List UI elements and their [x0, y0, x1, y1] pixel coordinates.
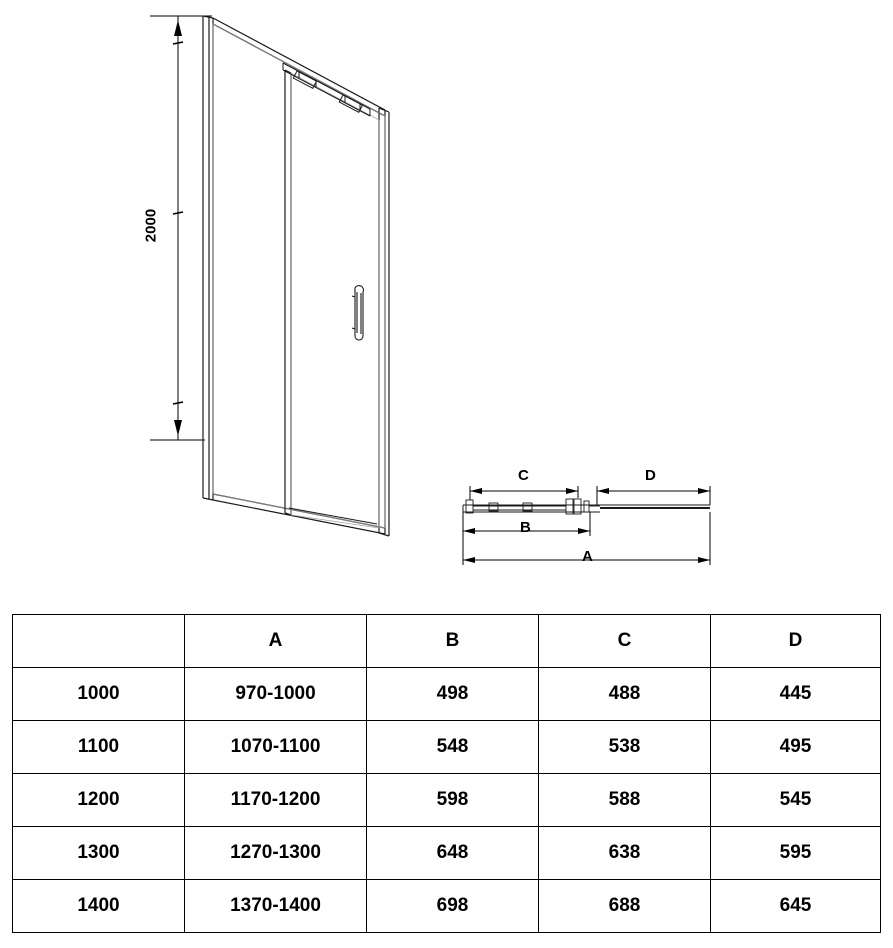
cell-size: 1300	[13, 827, 185, 880]
elevation-view	[150, 16, 389, 536]
tick-3	[173, 402, 183, 404]
table-header-blank	[13, 615, 185, 668]
cell-c: 688	[539, 880, 711, 933]
tick-2	[173, 212, 183, 214]
elevation-height-label: 2000	[142, 208, 160, 243]
cell-d: 445	[711, 668, 881, 721]
plan-label-b: B	[520, 519, 531, 536]
cell-d: 545	[711, 774, 881, 827]
cell-a: 1170-1200	[185, 774, 367, 827]
cell-d: 595	[711, 827, 881, 880]
cell-d: 645	[711, 880, 881, 933]
cell-a: 970-1000	[185, 668, 367, 721]
track-bottom-edge	[283, 70, 370, 116]
table-row	[13, 774, 881, 827]
plan-label-a: A	[582, 548, 593, 565]
door-handle	[352, 286, 363, 340]
cell-a: 1270-1300	[185, 827, 367, 880]
table-row	[13, 880, 881, 933]
table-header-a: A	[185, 615, 367, 668]
cell-b: 698	[367, 880, 539, 933]
table-row	[13, 668, 881, 721]
cell-size: 1100	[13, 721, 185, 774]
table-header-b: B	[367, 615, 539, 668]
cell-a: 1370-1400	[185, 880, 367, 933]
cell-size: 1000	[13, 668, 185, 721]
table-row	[13, 827, 881, 880]
cell-b: 548	[367, 721, 539, 774]
cell-size: 1200	[13, 774, 185, 827]
cell-c: 538	[539, 721, 711, 774]
dimensions-table	[12, 614, 881, 933]
cell-b: 648	[367, 827, 539, 880]
sliding-glass	[291, 73, 379, 528]
plan-label-c: C	[518, 467, 529, 484]
table-header-c: C	[539, 615, 711, 668]
arrow-top	[174, 20, 182, 36]
table-header-row	[13, 615, 881, 668]
cell-a: 1070-1100	[185, 721, 367, 774]
table-row	[13, 721, 881, 774]
cell-size: 1400	[13, 880, 185, 933]
cell-c: 488	[539, 668, 711, 721]
plan-label-d: D	[645, 467, 656, 484]
fixed-glass	[213, 24, 385, 528]
cell-c: 588	[539, 774, 711, 827]
cell-c: 638	[539, 827, 711, 880]
cell-d: 495	[711, 721, 881, 774]
cell-b: 598	[367, 774, 539, 827]
arrow-bottom	[174, 420, 182, 436]
cell-b: 498	[367, 668, 539, 721]
tick-1	[173, 42, 183, 44]
table-header-d: D	[711, 615, 881, 668]
